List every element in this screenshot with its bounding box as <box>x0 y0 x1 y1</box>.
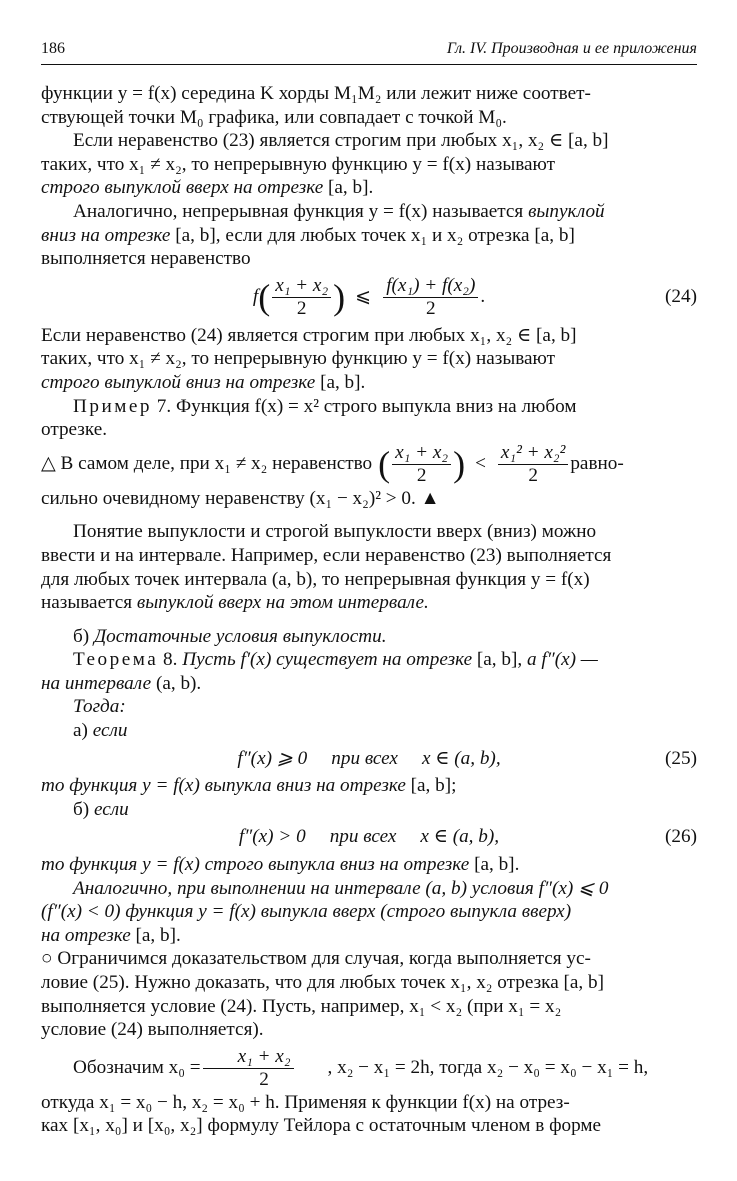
numerator: x₁² + x₂² <box>498 442 568 465</box>
text-span: называется <box>41 592 137 614</box>
text-line: функции y = f(x) середина K хорды M₁M₂ или лежит ниже соответ- <box>41 83 591 104</box>
denominator: 2 <box>296 297 307 319</box>
equation-number: (26) <box>665 826 697 848</box>
math-symbol: f <box>252 286 259 308</box>
text-span: б) <box>73 625 94 647</box>
section-title: Достаточные условия выпуклости. <box>93 625 387 647</box>
text-span: 8. <box>158 649 183 671</box>
spacer <box>41 510 697 520</box>
math-expression: f″(x) > 0 <box>238 826 306 848</box>
relation-symbol: ⩽ <box>355 286 372 308</box>
text-span: Аналогично, непрерывная функция y = f(x) называется <box>73 200 529 222</box>
text-line: ○ Ограничимся доказательством для случая, когда выполняется ус- <box>41 948 591 970</box>
right-paren: ) <box>333 277 346 318</box>
text-line: Понятие выпуклости и строгой выпуклости вверх (вниз) можно <box>73 521 597 543</box>
text-line: откуда x₁ = x₀ − h, x₂ = x₀ + h. Применяя к функции f(x) на отрез- <box>41 1091 570 1113</box>
denominator: 2 <box>416 464 427 486</box>
text-span: (a, b). <box>151 672 202 694</box>
text-span: равно- <box>570 453 624 475</box>
text-line <box>41 224 697 248</box>
math-text: при всех <box>329 826 397 848</box>
fraction <box>498 442 568 487</box>
equation-number: (24) <box>665 286 697 308</box>
text-line <box>41 395 697 419</box>
text-line: таких, что x₁ ≠ x₂, то непрерывную функцию y = f(x) называют <box>41 348 556 370</box>
running-header <box>41 36 697 65</box>
text-line <box>41 1046 697 1091</box>
text-span: [a, b]. <box>130 924 181 946</box>
text-line: ствующей точки M₀ графика, или совпадает с точкой M₀. <box>41 106 507 128</box>
math-expression: f″(x) ⩾ 0 <box>237 747 308 769</box>
theorem-text: то функция y = f(x) выпукла вниз на отрезке <box>41 775 406 797</box>
page-body <box>41 82 697 1138</box>
theorem-text: если <box>92 720 128 742</box>
text-span: , x₂ − x₁ = 2h, тогда x₂ − x₀ = x₀ − x₁ = h, <box>327 1057 649 1079</box>
text-line <box>41 774 697 798</box>
theorem-text: если <box>93 798 129 820</box>
text-line <box>41 719 697 743</box>
relation-symbol: < <box>475 453 486 475</box>
text-span: б) <box>73 798 94 820</box>
theorem-text: на интервале <box>41 672 152 694</box>
definition-term: строго выпуклой вверх на отрезке <box>41 177 324 199</box>
numerator: f(x₁) + f(x₂) <box>383 275 478 298</box>
text-line: выполняется условие (24). Пусть, например, x₁ < x₂ (при x₁ = x₂ <box>41 995 562 1017</box>
theorem-text: то функция y = f(x) строго выпукла вниз на отрезке <box>41 854 470 876</box>
text-line: Если неравенство (24) является строгим при любых x₁, x₂ ∈ [a, b] <box>41 324 577 346</box>
running-title: Гл. IV. Производная и ее приложения <box>446 40 697 57</box>
fraction <box>392 442 451 487</box>
example-heading: Пример <box>73 395 152 417</box>
denominator: 2 <box>528 464 538 486</box>
left-paren: ( <box>258 277 271 318</box>
equation-number: (25) <box>665 747 697 769</box>
theorem-heading: Теорема <box>73 649 159 671</box>
text-line <box>41 853 697 877</box>
definition-term: строго выпуклой вниз на отрезке <box>41 371 316 393</box>
numerator: x₁ + x₂ <box>203 1046 294 1069</box>
text-span: а) <box>73 720 93 742</box>
text-line <box>41 798 697 822</box>
text-span: [a, b]. <box>315 371 366 393</box>
text-line: сильно очевидному неравенству (x₁ − x₂)² > 0. ▲ <box>41 487 440 509</box>
text-span: [a, b], <box>472 649 527 671</box>
theorem-text: а f″(x) — <box>526 649 598 671</box>
left-paren: ( <box>378 444 391 485</box>
math-expression: x ∈ (a, b), <box>421 747 501 769</box>
text-span: △ В самом деле, при x₁ ≠ x₂ неравенство <box>41 453 373 475</box>
text-line: выполняется неравенство <box>41 248 251 270</box>
section-heading <box>41 625 697 649</box>
text-line: Аналогично, при выполнении на интервале (a, b) условия f″(x) ⩽ 0 <box>73 877 609 899</box>
spacer <box>41 615 697 625</box>
fraction <box>272 275 331 320</box>
text-line <box>41 442 697 487</box>
definition-term: выпуклой вверх на этом интервале. <box>136 592 429 614</box>
text-line: таких, что x₁ ≠ x₂, то непрерывную функцию y = f(x) называют <box>41 153 556 175</box>
fraction <box>383 275 478 320</box>
text-line <box>41 371 697 395</box>
denominator: 2 <box>425 297 436 319</box>
text-span: Обозначим x₀ = <box>73 1057 201 1079</box>
definition-term: выпуклой <box>528 200 605 222</box>
theorem-text: на отрезке <box>41 924 131 946</box>
text-line <box>41 176 697 200</box>
numerator: x₁ + x₂ <box>272 275 331 298</box>
equation-25 <box>41 747 697 771</box>
text-line: условие (24) выполняется). <box>41 1019 264 1041</box>
text-line: (f″(x) < 0) функция y = f(x) выпукла вверх (строго выпукла вверх) <box>41 901 572 923</box>
text-span: 7. Функция f(x) = x² строго выпукла вниз на любом <box>151 395 577 417</box>
text-line: ввести и на интервале. Например, если неравенство (23) выполняется <box>41 544 612 566</box>
text-line <box>41 672 697 696</box>
text-span: [a, b]; <box>405 775 457 797</box>
denominator: 2 <box>259 1068 269 1090</box>
right-paren: ) <box>453 444 466 485</box>
text-line <box>41 591 697 615</box>
text-span: [a, b]. <box>469 854 520 876</box>
text-span: [a, b]. <box>323 177 374 199</box>
numerator: x₁ + x₂ <box>392 442 451 465</box>
punctuation: . <box>480 286 486 308</box>
theorem-text: Пусть f′(x) существует на отрезке <box>182 649 473 671</box>
text-span: [a, b], если для любых точек x₁ и x₂ отрезка [a, b] <box>170 224 575 246</box>
text-line: Тогда: <box>73 696 126 718</box>
page-number: 186 <box>41 40 65 57</box>
text-line: для любых точек интервала (a, b), то непрерывная функция y = f(x) <box>41 568 590 590</box>
text-line <box>41 924 697 948</box>
math-expression: x ∈ (a, b), <box>420 826 500 848</box>
equation-24 <box>41 275 697 320</box>
text-line: ловие (25). Нужно доказать, что для любых точек x₁, x₂ отрезка [a, b] <box>41 972 604 993</box>
text-line <box>41 648 697 672</box>
text-line: отрезке. <box>41 419 108 441</box>
text-line <box>41 200 697 224</box>
text-line: ках [x₁, x₀] и [x₀, x₂] формулу Тейлора с остаточным членом в форме <box>41 1115 602 1137</box>
definition-term: вниз на отрезке <box>41 224 171 246</box>
math-text: при всех <box>331 747 398 769</box>
equation-26 <box>41 825 697 849</box>
text-line: Если неравенство (23) является строгим при любых x₁, x₂ ∈ [a, b] <box>73 130 609 152</box>
fraction <box>203 1046 294 1091</box>
